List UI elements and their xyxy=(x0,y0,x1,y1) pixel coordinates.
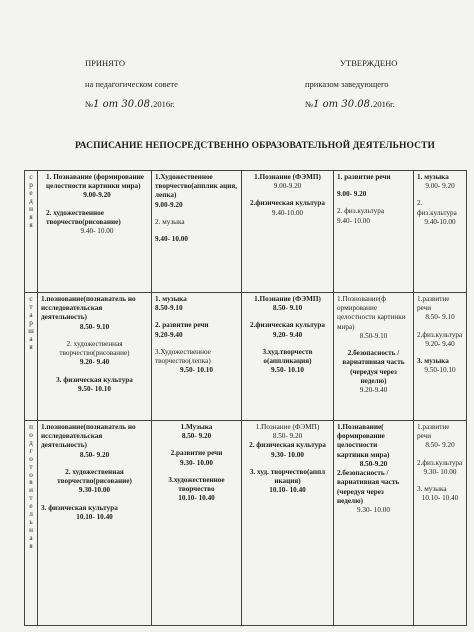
schedule-cell: 1. развитие речи 9.00- 9.20 2. физ.культура 9.40- 10.00 xyxy=(334,171,414,293)
accepted-heading: ПРИНЯТО xyxy=(85,58,126,68)
schedule-cell: 1.развитие речи 8.50- 9.10 2.физ.культура 9.20- 9.40 3. музыка 9.50-10.10 xyxy=(414,293,467,421)
schedule-row-middle-group xyxy=(25,171,467,293)
schedule-cell: 1.познование(познаватель но исследовательская деятельность) 8.50- 9.20 2. художественная творчество(рисование) 9.30-10.00 3. физическая культура 10.10- 10.40 xyxy=(38,421,152,626)
group-label: с р е д н я я xyxy=(25,171,38,293)
accepted-block xyxy=(85,58,235,112)
schedule-row-preparatory-group xyxy=(25,421,467,626)
schedule-cell: 1.Художественное творчество(апплик ация, лепка) 9.00-9.20 2. музыка 9.40- 10.00 xyxy=(152,171,242,293)
schedule-cell: 1.Познавание( формирование целостности картинки мира) 8.50-9.20 2.безопасность / вариативная часть (чередуя через неделю) 9.30- 10.00 xyxy=(334,421,414,626)
schedule-cell: 1. музыка 9.00- 9.20 2. физ.культура 9.40-10.00 xyxy=(414,171,467,293)
group-label: с т а р ш а я xyxy=(25,293,38,421)
approved-block xyxy=(305,58,455,112)
group-label: п о д г о т о в и т е л ь н а я xyxy=(25,421,38,626)
schedule-cell: 1. музыка 8.50-9.10 2. развитие речи 9.20-9.40 3.Художественное творчество(лепка) 9.50- 10.10 xyxy=(152,293,242,421)
approved-number: №1 от 30.08.2016г. xyxy=(305,99,395,111)
schedule-cell: 1. Познавание (формирование целостности картинки мира) 9.00-9.20 2. художественное творчество(рисование) 9.40- 10.00 xyxy=(38,171,152,293)
handwritten-number: 1 от 30.08. xyxy=(313,99,374,111)
schedule-cell: 1.познование(познаватель но исследовательская деятельность) 8.50- 9.10 2. художественная творчество(рисование) 9.20- 9.40 3. физическая культура 9.50- 10.10 xyxy=(38,293,152,421)
handwritten-number: 1 от 30.08. xyxy=(93,99,154,111)
accepted-number: №1 от 30.08.2016г. xyxy=(85,99,175,111)
schedule-cell: 1.Познование(ф ормирование целостности картинки мира) 8.50-9.10 2.безопасность / вариативная часть (чередуя через неделю) 9.20-9.40 xyxy=(334,293,414,421)
schedule-cell: 1.развитие речи 8.50- 9.20 2.физ.культура 9.30- 10.00 3. музыка 10.10- 10.40 xyxy=(414,421,467,626)
schedule-cell: 1.Познание (ФЭМП) 8.50- 9.20 2. физическая культура 9.30- 10.00 3. худ. творчество(аппл икация) 10.10- 10.40 xyxy=(242,421,334,626)
schedule-cell: 1.Музыка 8.50- 9.20 2.развитие речи 9.30- 10.00 3.художественное творчество 10.10- 10.40 xyxy=(152,421,242,626)
page-title: РАСПИСАНИЕ НЕПОСРЕДСТВЕННО ОБРАЗОВАТЕЛЬНОЙ ДЕЯТЕЛЬНОСТИ xyxy=(74,141,436,151)
schedule-cell: 1.Познание (ФЭМП) 8.50- 9.10 2.физическая культура 9.20- 9.40 3.худ.творчеств о(аппликация) 9.50- 10.10 xyxy=(242,293,334,421)
accepted-council: на педагогическом совете xyxy=(85,78,178,89)
schedule-table xyxy=(24,170,467,626)
approved-heading: УТВЕРЖДЕНО xyxy=(340,58,398,68)
schedule-cell: 1.Познание (ФЭМП) 9.00-9.20 2.физическая культура 9.40-10.00 xyxy=(242,171,334,293)
approved-order: приказом заведующего xyxy=(305,78,389,89)
schedule-row-senior-group xyxy=(25,293,467,421)
